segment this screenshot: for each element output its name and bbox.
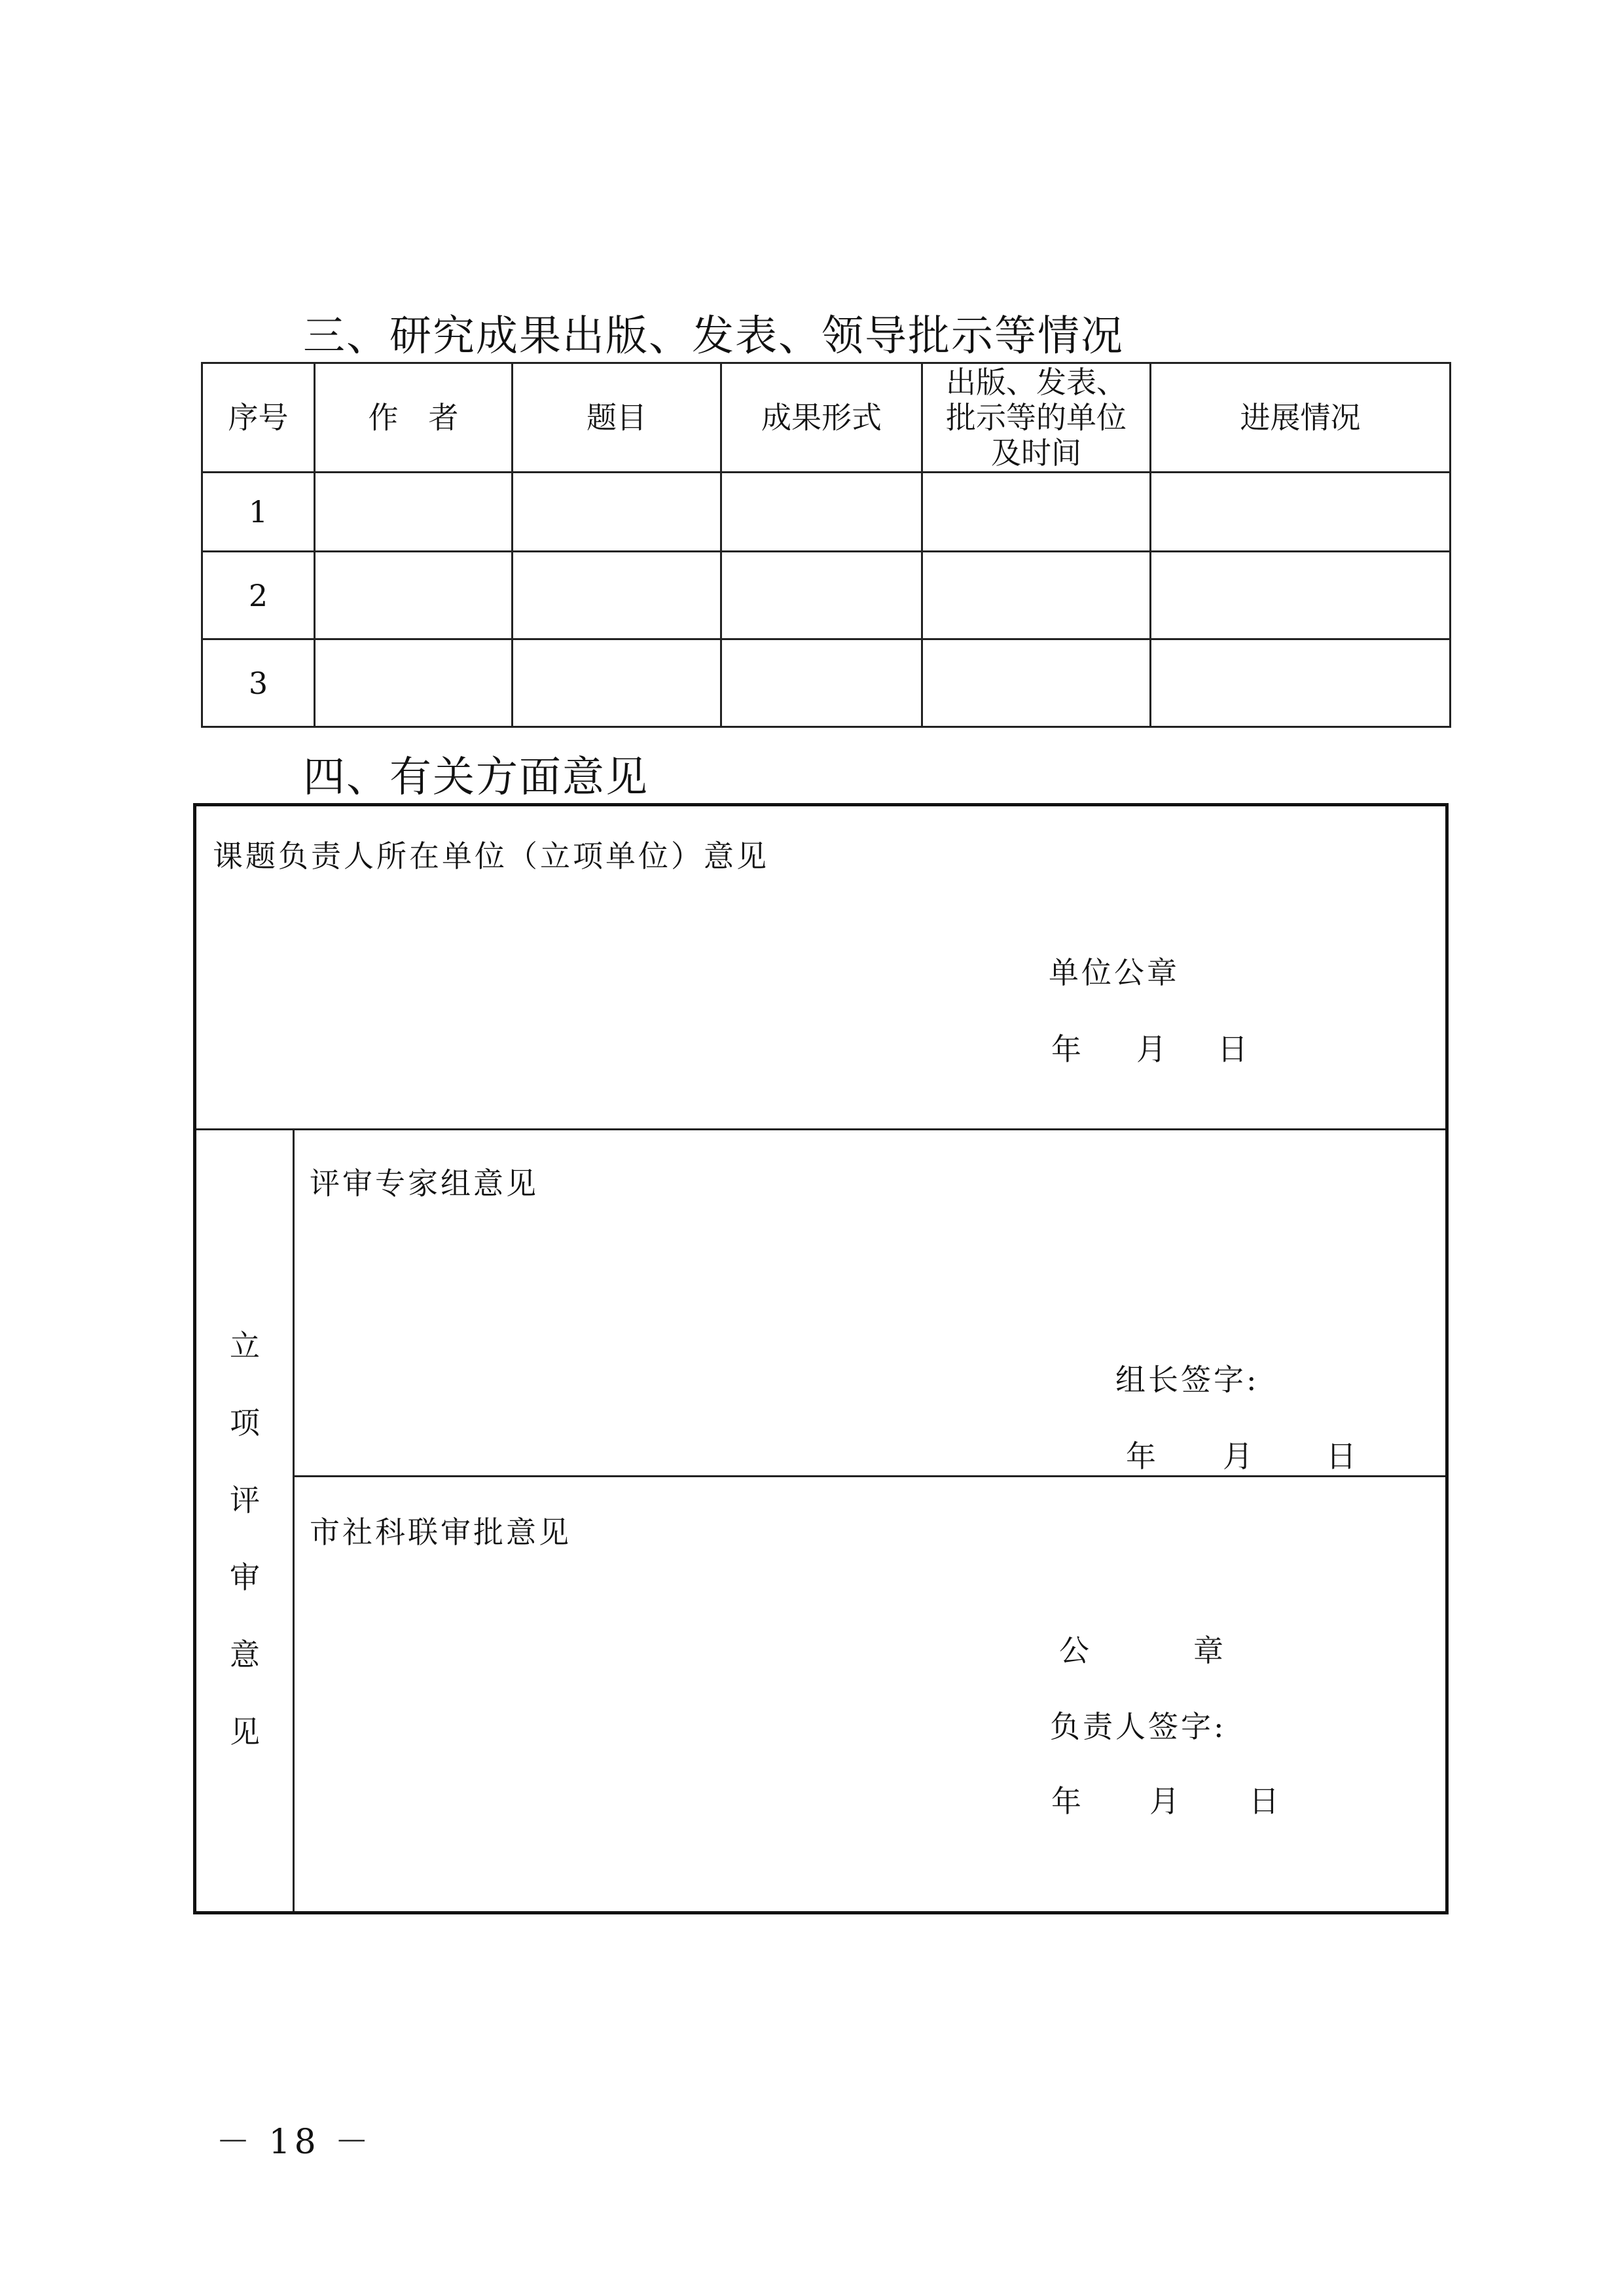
federation-leader-signature: 负责人签字: bbox=[1050, 1709, 1227, 1744]
federation-seal-left: 公 bbox=[1059, 1633, 1089, 1668]
cell-author[interactable] bbox=[315, 473, 513, 552]
federation-seal-right: 章 bbox=[1193, 1633, 1223, 1668]
expert-leader-signature: 组长签字: bbox=[1115, 1362, 1259, 1397]
cell-title[interactable] bbox=[513, 552, 721, 639]
expert-date-month: 月 bbox=[1223, 1439, 1253, 1474]
divider-unit-review bbox=[196, 1128, 1445, 1130]
expert-date-year: 年 bbox=[1126, 1439, 1156, 1474]
header-publication-unit-time bbox=[922, 363, 1151, 473]
results-table bbox=[201, 362, 1451, 728]
section-4-heading: 四、有关方面意见 bbox=[303, 753, 649, 802]
header-progress: 进展情况 bbox=[1151, 363, 1451, 473]
divider-review-column bbox=[293, 1128, 295, 1911]
expert-opinion-input-area[interactable] bbox=[301, 1206, 1152, 1402]
review-label-char-5: 意 bbox=[230, 1637, 260, 1672]
unit-opinion-label: 课题负责人所在单位（立项单位）意见 bbox=[213, 838, 769, 874]
unit-date-year: 年 bbox=[1051, 1031, 1081, 1067]
cell-form[interactable] bbox=[721, 473, 922, 552]
table-header-row bbox=[202, 363, 1451, 473]
review-label-char-4: 审 bbox=[230, 1560, 260, 1595]
unit-opinion-input-area[interactable] bbox=[203, 878, 988, 1114]
federation-date-year: 年 bbox=[1051, 1784, 1081, 1819]
expert-date-day: 日 bbox=[1326, 1439, 1356, 1474]
unit-seal-label: 单位公章 bbox=[1049, 955, 1180, 990]
cell-publication[interactable] bbox=[922, 473, 1151, 552]
review-label-char-2: 项 bbox=[230, 1405, 260, 1441]
row-index: 2 bbox=[202, 552, 315, 639]
opinion-form bbox=[193, 803, 1449, 1914]
section-3-heading: 三、研究成果出版、发表、领导批示等情况 bbox=[303, 312, 1124, 361]
header-title: 题目 bbox=[513, 363, 721, 473]
cell-progress[interactable] bbox=[1151, 552, 1451, 639]
cell-title[interactable] bbox=[513, 639, 721, 727]
review-label-char-6: 见 bbox=[230, 1714, 260, 1749]
cell-progress[interactable] bbox=[1151, 639, 1451, 727]
header-publication-unit-time-text: 出版、发表、批示等的单位及时间 bbox=[946, 365, 1127, 471]
header-author: 作 者 bbox=[315, 363, 513, 473]
federation-date-month: 月 bbox=[1149, 1784, 1180, 1819]
review-label-char-1: 立 bbox=[230, 1328, 260, 1363]
expert-opinion-label: 评审专家组意见 bbox=[310, 1166, 539, 1201]
table-row bbox=[202, 639, 1451, 727]
cell-publication[interactable] bbox=[922, 552, 1151, 639]
row-index: 1 bbox=[202, 473, 315, 552]
unit-date-month: 月 bbox=[1136, 1031, 1166, 1067]
divider-expert-federation bbox=[293, 1475, 1445, 1477]
cell-author[interactable] bbox=[315, 639, 513, 727]
cell-progress[interactable] bbox=[1151, 473, 1451, 552]
cell-form[interactable] bbox=[721, 639, 922, 727]
cell-publication[interactable] bbox=[922, 639, 1151, 727]
federation-date-day: 日 bbox=[1249, 1784, 1279, 1819]
table-row bbox=[202, 473, 1451, 552]
cell-author[interactable] bbox=[315, 552, 513, 639]
header-index: 序号 bbox=[202, 363, 315, 473]
row-index: 3 bbox=[202, 639, 315, 727]
unit-date-day: 日 bbox=[1218, 1031, 1248, 1067]
cell-form[interactable] bbox=[721, 552, 922, 639]
header-form: 成果形式 bbox=[721, 363, 922, 473]
federation-opinion-label: 市社科联审批意见 bbox=[310, 1515, 571, 1550]
federation-opinion-input-area[interactable] bbox=[301, 1552, 1087, 1749]
page-number: － 18 － bbox=[216, 2123, 373, 2162]
review-label-char-3: 评 bbox=[230, 1482, 260, 1518]
cell-title[interactable] bbox=[513, 473, 721, 552]
table-row bbox=[202, 552, 1451, 639]
